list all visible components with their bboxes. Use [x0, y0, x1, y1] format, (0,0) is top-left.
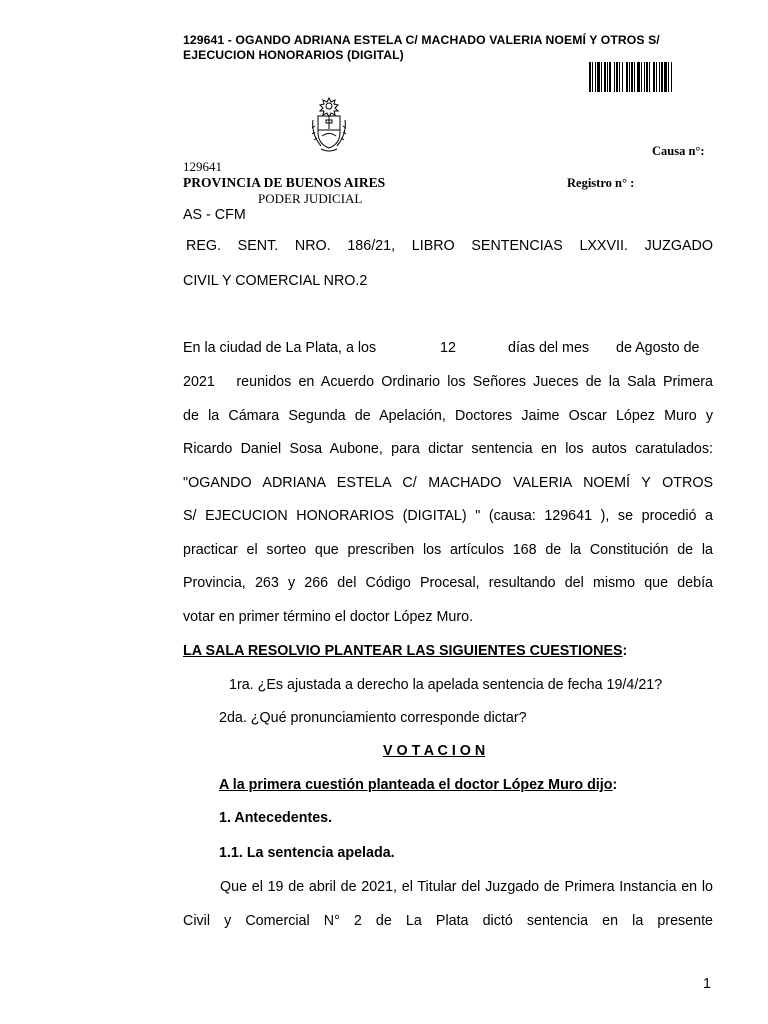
barcode-bar — [672, 62, 674, 92]
registry-word: REG. — [186, 238, 221, 254]
intro-line: Provincia, 263 y 266 del Código Procesal, resultando del mismo que debía — [183, 575, 713, 591]
case-title-line-2: EJECUCION HONORARIOS (DIGITAL) — [183, 48, 404, 62]
registry-word: LIBRO — [411, 238, 455, 254]
registry-word: SENT. — [237, 238, 279, 254]
initials: AS - CFM — [183, 207, 246, 223]
causa-label: Causa n°: — [652, 144, 705, 158]
intro-line: "OGANDO ADRIANA ESTELA C/ MACHADO VALERIA NOEMÍ Y OTROS — [183, 474, 713, 491]
question-2: 2da. ¿Qué pronunciamiento corresponde dictar? — [219, 710, 527, 726]
body-line: en lo Civil y Comercial N° 2 de La Plata dictó sentencia en la presente — [183, 879, 713, 929]
intro-text: días del mes — [508, 340, 590, 356]
first-question-heading — [219, 777, 617, 793]
causa-number: 129641 — [183, 159, 222, 174]
intro-text: En la ciudad de La Plata, a los — [183, 340, 377, 356]
votacion-title: V O T A C I O N — [383, 743, 486, 759]
intro-line: Ricardo Daniel Sosa Aubone, para dictar sentencia en los autos caratulados: — [183, 441, 713, 457]
intro-line: 2021 reunidos en Acuerdo Ordinario los Señores Jueces de la Sala Primera — [183, 374, 713, 390]
registry-line-2: CIVIL Y COMERCIAL NRO.2 — [183, 273, 368, 289]
page-number: 1 — [703, 976, 711, 992]
registry-word: SENTENCIAS — [471, 238, 563, 254]
first-question-colon: : — [612, 777, 618, 793]
intro-text: de Agosto de — [616, 340, 700, 356]
registry-word: NRO. — [294, 238, 331, 254]
case-title-line-1: 129641 - OGANDO ADRIANA ESTELA C/ MACHADO VALERIA NOEMÍ Y OTROS S/ — [183, 33, 660, 47]
intro-line: votar en primer término el doctor López Muro. — [183, 608, 474, 625]
intro-line: practicar el sorteo que prescriben los artículos 168 de la Constitución de la — [183, 541, 713, 558]
section-sentencia-apelada: 1.1. La sentencia apelada. — [219, 845, 395, 861]
registry-word: JUZGADO — [644, 238, 713, 254]
branch-name: PODER JUDICIAL — [258, 191, 363, 206]
intro-line: S/ EJECUCION HONORARIOS (DIGITAL) " (causa: 129641 ), se procedió a — [183, 508, 713, 524]
questions-heading-text: LA SALA RESOLVIO PLANTEAR LAS SIGUIENTES CUESTIONES — [183, 643, 623, 659]
intro-day: 12 — [440, 340, 456, 356]
questions-heading — [183, 643, 627, 659]
question-1: 1ra. ¿Es ajustada a derecho la apelada sentencia de fecha 19/4/21? — [229, 677, 663, 693]
questions-heading-colon: : — [622, 643, 628, 659]
registro-label: Registro n° : — [567, 176, 635, 190]
intro-paragraph — [183, 366, 713, 634]
registry-word: LXXVII. — [579, 238, 628, 254]
province-name: PROVINCIA DE BUENOS AIRES — [183, 175, 386, 190]
body-paragraph — [183, 871, 713, 938]
provincial-seal-icon — [309, 96, 349, 154]
intro-line: de la Cámara Segunda de Apelación, Doctores Jaime Oscar López Muro y — [183, 407, 713, 424]
registry-line-1 — [186, 238, 713, 254]
section-antecedentes: 1. Antecedentes. — [219, 810, 333, 826]
first-question-text: A la primera cuestión planteada el doctor López Muro dijo — [219, 777, 613, 793]
barcode — [589, 62, 713, 92]
registry-word: 186/21, — [347, 238, 396, 254]
body-line: Que el 19 de abril de 2021, el Titular del Juzgado de Primera Instancia — [220, 879, 677, 895]
